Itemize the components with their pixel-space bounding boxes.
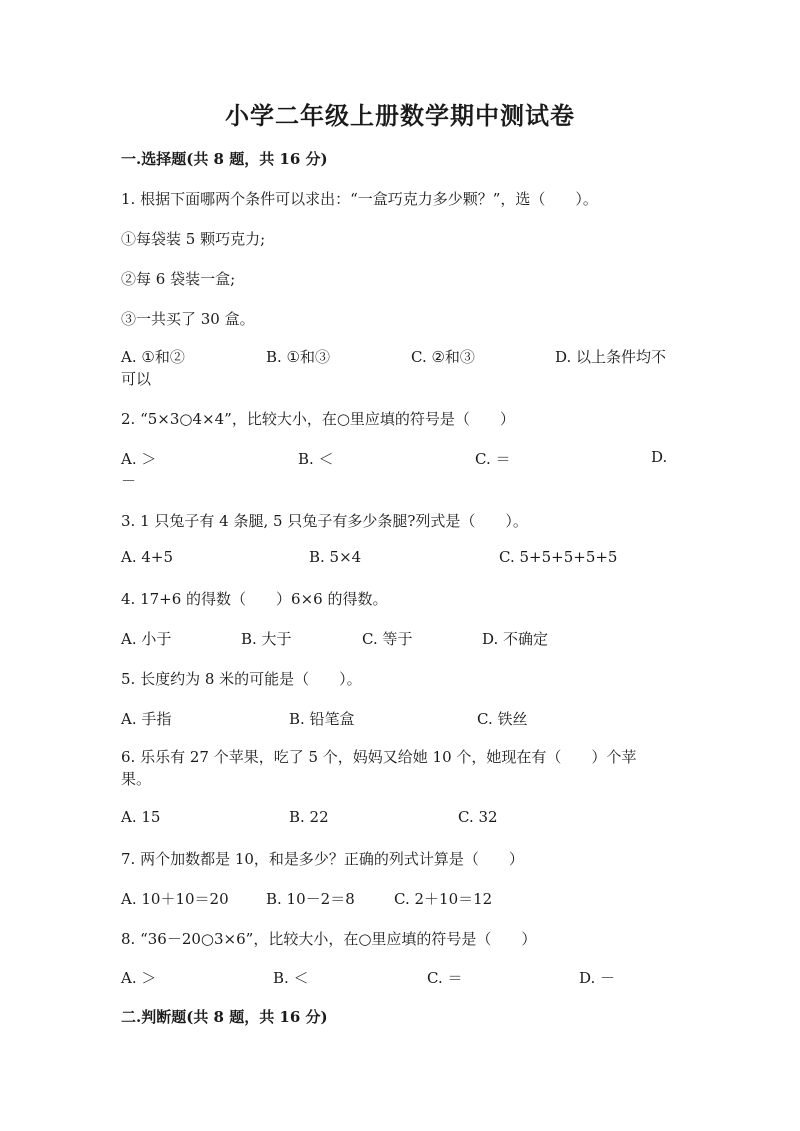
question-6-options	[121, 808, 681, 830]
option-a: A. 15	[121, 808, 161, 826]
option-c: C. 铁丝	[477, 710, 528, 728]
option-c: C. 32	[458, 808, 498, 826]
question-1-stem: 1. 根据下面哪两个条件可以求出：“一盒巧克力多少颗？”，选（ ）。	[121, 190, 598, 208]
option-d: D. 不确定	[482, 630, 549, 648]
option-d: D. 以上条件均不	[555, 348, 667, 366]
page-title: 小学二年级上册数学期中测试卷	[225, 101, 575, 130]
option-b: B. 10－2＝8	[266, 890, 355, 908]
question-1-condition-2: ②每 6 袋装一盒;	[121, 270, 236, 288]
question-4-stem: 4. 17+6 的得数（ ）6×6 的得数。	[121, 590, 388, 608]
question-1-options	[121, 346, 681, 368]
option-a: A. 小于	[121, 630, 172, 648]
option-c: C. 2＋10＝12	[394, 890, 493, 908]
question-1-condition-1: ①每袋装 5 颗巧克力;	[121, 230, 266, 248]
option-a: A. ＞	[121, 969, 157, 987]
question-7-options	[121, 888, 681, 910]
option-b: B. 22	[289, 808, 329, 826]
question-7-stem: 7. 两个加数都是 10，和是多少？正确的列式计算是（ ）	[121, 850, 524, 868]
option-b: B. 大于	[241, 630, 292, 648]
question-8-stem: 8. “36－20○3×6”，比较大小，在○里应填的符号是（ ）	[121, 930, 537, 948]
option-b: B. ＜	[273, 969, 309, 987]
option-a: A. ①和②	[121, 348, 185, 366]
option-b: B. 5×4	[309, 548, 362, 566]
option-c: C. ＝	[475, 450, 511, 468]
option-c: C. ②和③	[411, 348, 475, 366]
option-b: B. 铅笔盒	[289, 710, 355, 728]
option-a: A. 手指	[121, 710, 172, 728]
option-a: A. ＞	[121, 450, 157, 468]
option-c: C. 5+5+5+5+5	[499, 548, 618, 566]
question-2-options-continued: －	[121, 472, 137, 490]
option-c: C. 等于	[362, 630, 413, 648]
question-5-options	[121, 708, 681, 730]
question-6-stem: 6. 乐乐有 27 个苹果，吃了 5 个，妈妈又给她 10 个，她现在有（ ）个苹	[121, 748, 637, 766]
option-b: B. ①和③	[266, 348, 331, 366]
question-3-stem: 3. 1 只兔子有 4 条腿, 5 只兔子有多少条腿?列式是（ ）。	[121, 512, 528, 530]
option-d: D.	[651, 448, 668, 466]
option-a: A. 4+5	[121, 548, 174, 566]
question-1-options-continued: 可以	[121, 370, 152, 388]
section-heading-choice: 一.选择题(共 8 题，共 16 分)	[121, 150, 328, 168]
question-2-options	[121, 448, 681, 470]
option-d: D. －	[579, 969, 616, 987]
option-a: A. 10＋10＝20	[121, 890, 229, 908]
question-8-options	[121, 967, 681, 989]
question-2-stem: 2. “5×3○4×4”，比较大小，在○里应填的符号是（ ）	[121, 410, 515, 428]
question-6-stem-continued: 果。	[121, 770, 152, 788]
option-c: C. ＝	[427, 969, 463, 987]
option-b: B. ＜	[298, 450, 334, 468]
section-heading-judgement: 二.判断题(共 8 题，共 16 分)	[121, 1008, 328, 1026]
question-1-condition-3: ③一共买了 30 盒。	[121, 310, 255, 328]
question-5-stem: 5. 长度约为 8 米的可能是（ ）。	[121, 670, 362, 688]
question-4-options	[121, 628, 681, 650]
question-3-options	[121, 548, 681, 570]
